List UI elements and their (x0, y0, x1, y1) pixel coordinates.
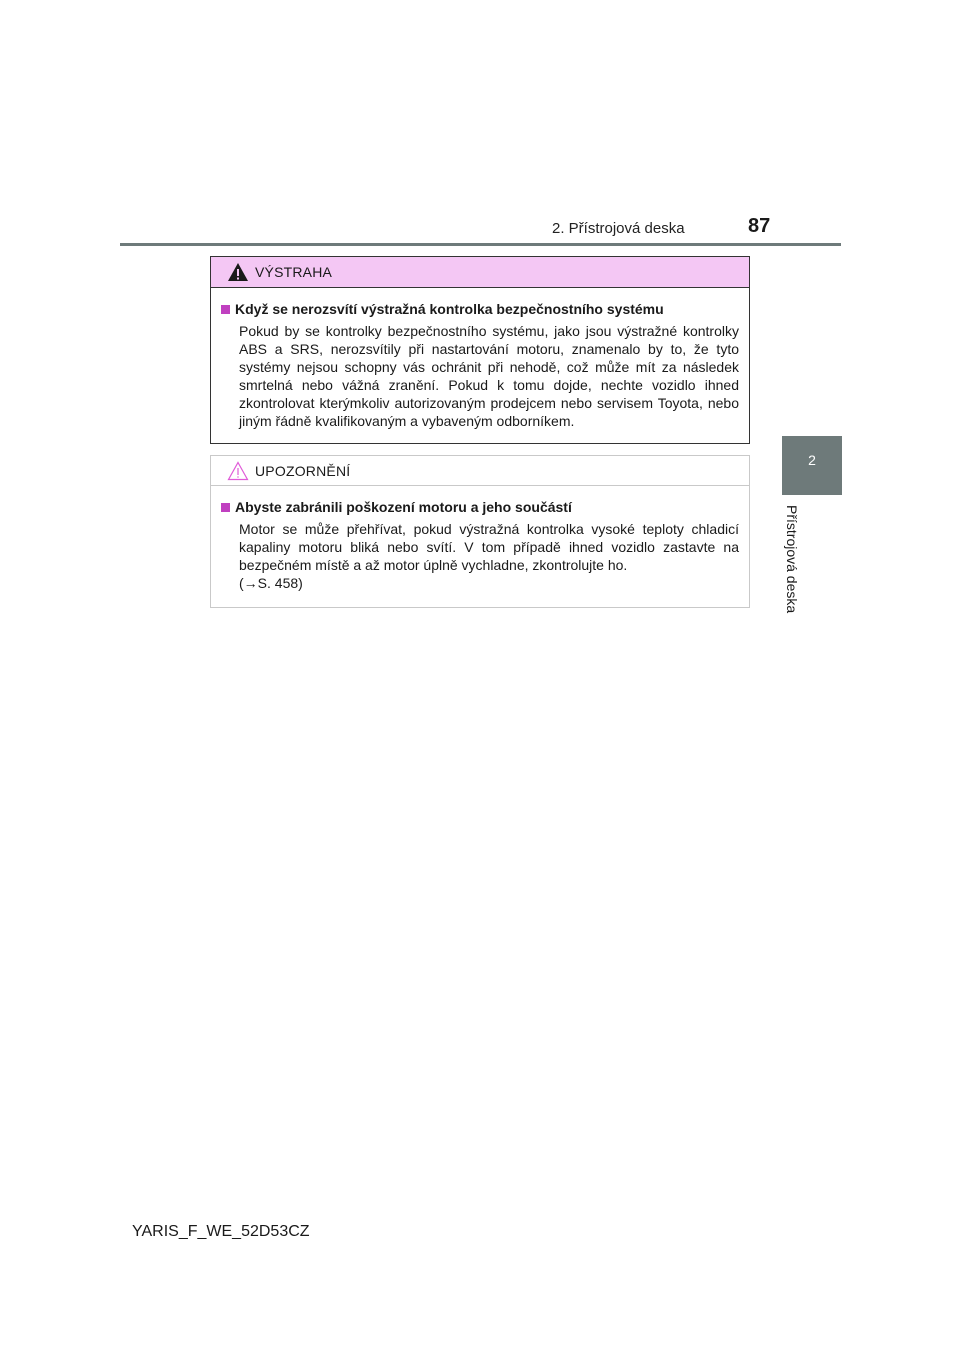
warning-triangle-outline-icon (227, 461, 249, 481)
warning-box-label: VÝSTRAHA (255, 264, 333, 280)
chapter-side-label (784, 505, 804, 615)
document-code: YARIS_F_WE_52D53CZ (132, 1223, 310, 1240)
warning-item-title-text: Když se nerozsvítí výstražná kontrolka bezpečnostního systému (235, 301, 664, 317)
caution-box (210, 455, 750, 608)
chapter-tab-number: 2 (808, 452, 816, 468)
caution-item-title-text: Abyste zabránili poškození motoru a jeho součástí (235, 499, 572, 515)
warning-triangle-filled-icon (227, 262, 249, 282)
caution-item-text: Motor se může přehřívat, pokud výstražná kontrolka vysoké teploty chladicí kapaliny motoru bliká nebo svítí. V tom případě ihned vozidlo zastavte na bezpečném místě a až motor úplně vychladne, zkontrolujte ho. (239, 521, 739, 573)
chapter-tab (782, 436, 842, 495)
page-number: 87 (748, 215, 771, 237)
bullet-square-icon (221, 503, 230, 512)
section-title: 2. Přístrojová deska (552, 220, 685, 237)
caution-box-header (211, 456, 749, 486)
warning-item-text: Pokud by se kontrolky bezpečnostního systému, jako jsou výstražné kontrolky ABS a SRS, nerozsvítily při nastartování motoru, znamenalo by to, že tyto systémy nejsou schopny vás ochránit při nehodě, což může mít za následek smrtelná nebo vážná zranění. Pokud k tomu dojde, nechte vozidlo ihned zkontrolovat kterýmkoliv autorizovaným prodejcem nebo servisem Toyota, nebo jiným řádně kvalifikovaným a vybaveným odborníkem. (239, 323, 739, 429)
warning-box-header (211, 257, 749, 288)
warning-box (210, 256, 750, 444)
caution-item-title (221, 498, 739, 516)
caution-item-page-ref[interactable]: (→S. 458) (239, 575, 303, 591)
bullet-square-icon (221, 305, 230, 314)
warning-item-title (221, 300, 739, 318)
header-rule (120, 243, 841, 246)
chapter-side-label-text: Přístrojová deska (784, 505, 800, 614)
caution-box-label: UPOZORNĚNÍ (255, 463, 351, 479)
